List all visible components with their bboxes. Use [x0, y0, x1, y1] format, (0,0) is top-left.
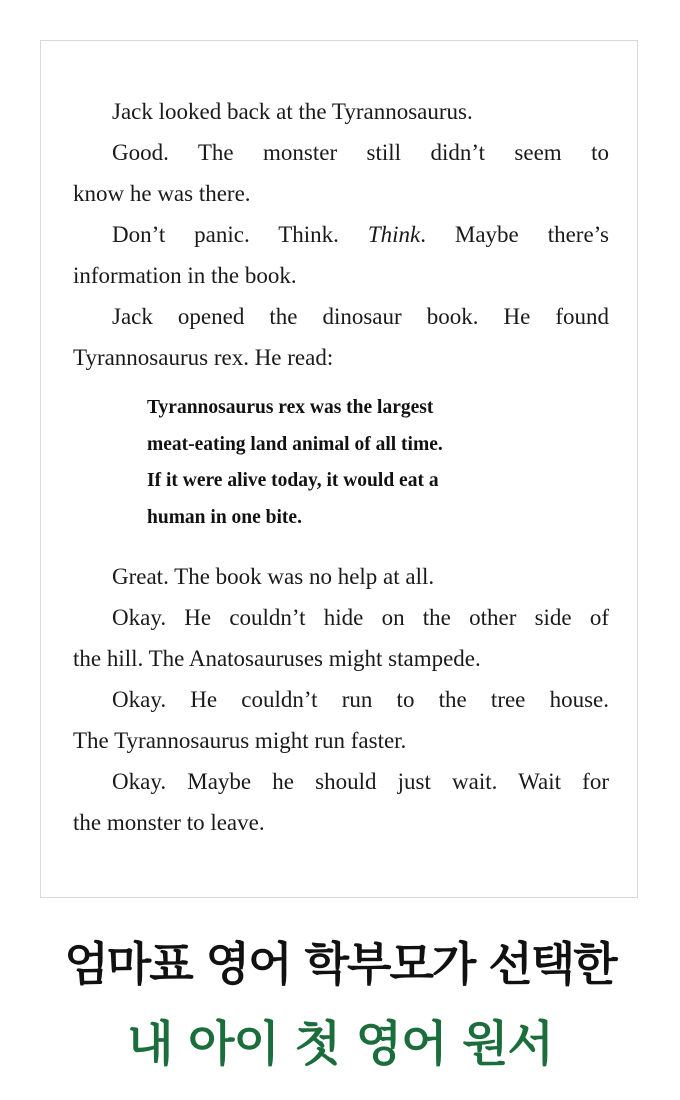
book-excerpt: [73, 390, 609, 536]
paragraph-8-line-1: Okay. Maybe he should just wait. Wait for: [112, 769, 609, 794]
paragraph-2-line-1: Good. The monster still didn’t seem to: [112, 140, 609, 165]
paragraph-3-text-before: Don’t panic. Think.: [112, 222, 368, 247]
paragraph-2-line-2: know he was there.: [73, 181, 251, 206]
paragraph-6-line-1: Okay. He couldn’t hide on the other side of: [112, 605, 609, 630]
book-text: [73, 91, 609, 843]
excerpt-line-4: human in one bite.: [147, 506, 302, 528]
caption-headline: 엄마표 영어 학부모가 선택한: [64, 937, 616, 991]
paragraph-6-line-2: the hill. The Anatosauruses might stampede.: [73, 646, 481, 671]
caption-subheadline: 내 아이 첫 영어 원서: [127, 1016, 553, 1072]
excerpt-line-2: meat-eating land animal of all time.: [147, 433, 443, 455]
paragraph-3-line-1: [73, 214, 609, 255]
paragraph-7-line-2: The Tyrannosaurus might run faster.: [73, 728, 407, 753]
paragraph-5-line-1: Great. The book was no help at all.: [112, 564, 435, 589]
paragraph-8-line-2: the monster to leave.: [73, 810, 265, 835]
paragraph-3-line-2: information in the book.: [73, 263, 297, 288]
paragraph-4-line-1: Jack opened the dinosaur book. He found: [112, 304, 609, 329]
paragraph-4-line-2: Tyrannosaurus rex. He read:: [73, 345, 334, 370]
paragraph-7-line-1: Okay. He couldn’t run to the tree house.: [112, 687, 609, 712]
paragraph-1-line-1: Jack looked back at the Tyrannosaurus.: [112, 99, 473, 124]
excerpt-line-1: Tyrannosaurus rex was the largest: [147, 397, 434, 418]
book-page: [40, 40, 638, 898]
excerpt-line-3: If it were alive today, it would eat a: [147, 470, 439, 491]
paragraph-3-emphasis: Think: [367, 222, 421, 247]
paragraph-3-text-after: . Maybe there’s: [420, 222, 609, 247]
